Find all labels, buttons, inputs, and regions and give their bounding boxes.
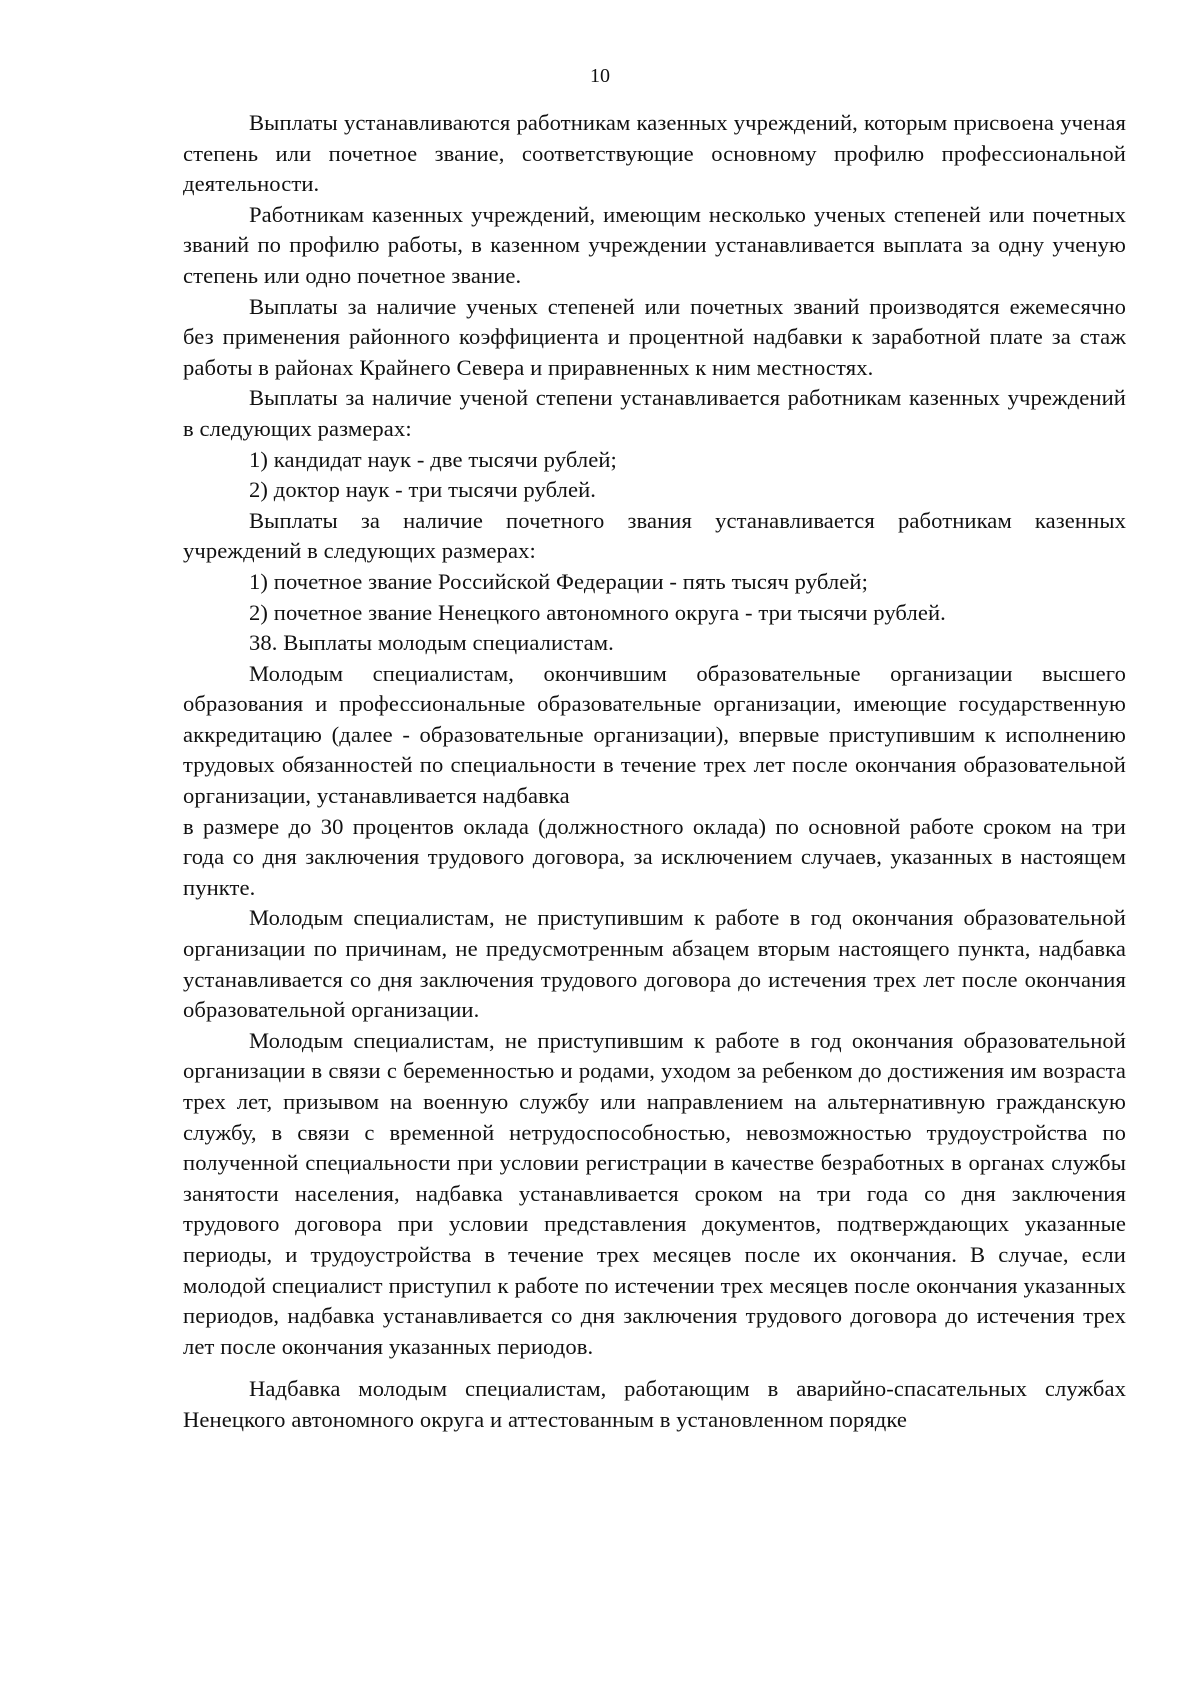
list-item: 2) почетное звание Ненецкого автономного округа - три тысячи рублей. [249, 599, 946, 625]
paragraph: Молодым специалистам, не приступившим к работе в год окончания образовательной организации в связи с беременностью и родами, уходом за ребенком до достижения им возраста трех лет, призывом на военную службу или направлением на альтернативную гражданскую службу, в связи с временной нетрудоспособностью, невозможностью трудоустройства по полученной специальности при условии регистрации в качестве безработных в органах службы занятости населения, надбавка устанавливается сроком на три года со дня заключения трудового договора при условии представления документов, подтверждающих указанные периоды, и трудоустройства в течение трех месяцев после их окончания. В случае, если молодой специалист приступил к работе по истечении трех месяцев после окончания указанных периодов, надбавка устанавливается со дня заключения трудового договора до истечения трех лет после окончания указанных периодов. [183, 1027, 1126, 1359]
list-item: 2) доктор наук - три тысячи рублей. [249, 477, 597, 503]
paragraph: Молодым специалистам, не приступившим к работе в год окончания образовательной организации по причинам, не предусмотренным абзацем вторым настоящего пункта, надбавка устанавливается со дня заключения трудового договора до истечения трех лет после окончания образовательной организации. [183, 905, 1126, 1023]
paragraph: Выплаты за наличие ученых степеней или почетных званий производятся ежемесячно без применения районного коэффициента и процентной надбавки к заработной плате за стаж работы в районах Крайнего Севера и приравненных к ним местностях. [183, 293, 1126, 380]
paragraph: Работникам казенных учреждений, имеющим несколько ученых степеней или почетных званий по профилю работы, в казенном учреждении устанавливается выплата за одну ученую степень или одно почетное звание. [183, 201, 1126, 288]
section-heading: 38. Выплаты молодым специалистам. [249, 630, 614, 656]
paragraph: Надбавка молодым специалистам, работающим в аварийно-спасательных службах Ненецкого автономного округа и аттестованным в установленном порядке [183, 1376, 1126, 1432]
paragraph: Молодым специалистам, окончившим образовательные организации высшего образования и профессиональные образовательные организации, имеющие государственную аккредитацию (далее - образовательные организации), впервые приступившим к исполнению трудовых обязанностей по специальности в течение трех лет после окончания образовательной организации, устанавливается надбавка [183, 660, 1126, 809]
paragraph: Выплаты за наличие ученой степени устанавливается работникам казенных учреждений в следующих размерах: [183, 385, 1126, 441]
paragraph: в размере до 30 процентов оклада (должностного оклада) по основной работе сроком на три года со дня заключения трудового договора, за исключением случаев, указанных в настоящем пункте. [183, 813, 1126, 900]
list-item: 1) кандидат наук - две тысячи рублей; [249, 446, 617, 472]
paragraph: Выплаты устанавливаются работникам казенных учреждений, которым присвоена ученая степень или почетное звание, соответствующие основному профилю профессиональной деятельности. [183, 110, 1126, 197]
page-number: 10 [590, 65, 610, 87]
document-body [183, 108, 1126, 1436]
list-item: 1) почетное звание Российской Федерации - пять тысяч рублей; [249, 568, 868, 594]
paragraph: Выплаты за наличие почетного звания устанавливается работникам казенных учреждений в следующих размерах: [183, 507, 1126, 564]
